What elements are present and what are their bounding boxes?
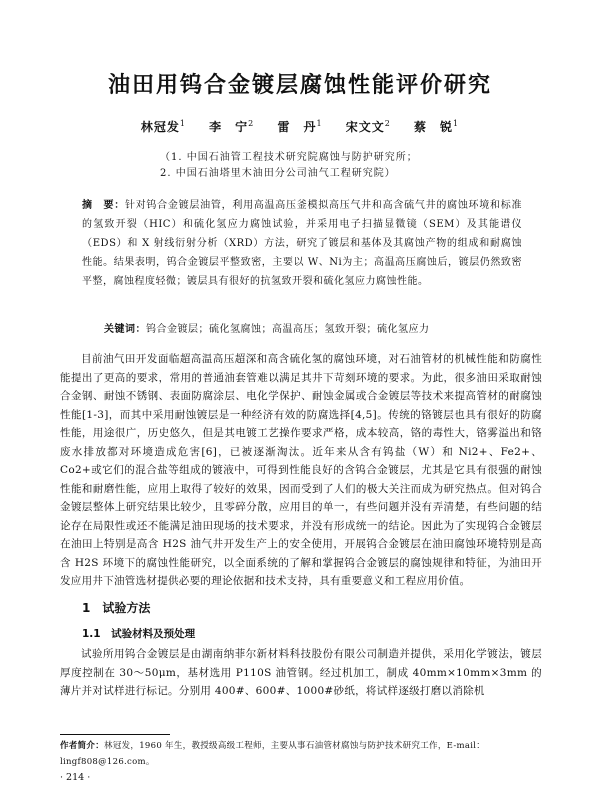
keywords	[104, 320, 524, 335]
keywords-text: 钨合金镀层；硫化氢腐蚀；高温高压；氢致开裂；硫化氢应力	[146, 324, 430, 335]
author: 雷 丹$^1$	[277, 119, 323, 134]
subsection-heading: 1.1 试验材料及预处理	[82, 628, 196, 640]
footnote-text: 林冠发，1960 年生，教授级高级工程师，主要从事石油管材腐蚀与防护技术研究工作，E-mail：lingf808@126.com。	[60, 741, 486, 767]
affiliation: 2. 中国石油塔里木油田分公司油气工程研究院）	[160, 168, 396, 179]
section-heading: 1 试验方法	[82, 601, 151, 615]
affiliation: （1. 中国石油管工程技术研究院腐蚀与防护研究所；	[160, 152, 418, 163]
author-list	[0, 118, 600, 135]
author: 蔡 锐$^1$	[414, 119, 460, 134]
footnote-label: 作者简介：	[60, 741, 105, 751]
abstract	[82, 196, 522, 291]
author: 李 宁$^2$	[209, 119, 255, 134]
keywords-label: 关键词：	[104, 324, 146, 335]
abstract-label: 摘 要：	[82, 200, 125, 211]
abstract-text: 针对钨合金镀层油管，利用高温高压釜模拟高压气井和高含硫气井的腐蚀环境和标准的氢致开裂（HIC）和硫化氢应力腐蚀试验，并采用电子扫描显微镜（SEM）及其能谱仪（EDS）和 X 射线衍射分析（XRD）方法，研究了镀层和基体及其腐蚀产物的组成和耐腐蚀性能。结果表明，钨合金镀层平整致密，主要以 W、Ni为主；高温高压腐蚀后，镀层仍然致密平整，腐蚀程度轻微；镀层具有很好的抗氢致开裂和硫化氢应力腐蚀性能。	[82, 200, 523, 287]
author: 林冠发$^1$	[140, 119, 186, 134]
section-paragraph: 试验所用钨合金镀层是由湖南纳菲尔新材料科技股份有限公司制造并提供，采用化学镀法，镀层厚度控制在 30～50μm，基材选用 P110S 油管钢。经过机加工，制成 40mm×10mm×3mm 的薄片并对试样进行标记。分别用 400#、600#、1000#砂纸，将试样逐级打磨以消除机	[60, 648, 542, 697]
author-footnote	[60, 738, 542, 770]
page-number: · 214 ·	[60, 772, 91, 783]
footnote-rule	[60, 734, 170, 735]
intro-paragraph: 目前油气田开发面临超高温高压超深和高含硫化氢的腐蚀环境，对石油管材的机械性能和防腐性能提出了更高的要求，常用的普通油套管难以满足其井下苛刻环境的要求。为此，很多油田采取耐蚀合金钢、耐蚀不锈钢、表面防腐涂层、电化学保护、耐蚀金属或合金镀层等技术来提高管材的耐腐蚀性能[1-3]，而其中采用耐蚀镀层是一种经济有效的防腐选择[4,5]。传统的铬镀层也具有很好的防腐性能，用途很广，历史悠久，但是其电镀工艺操作要求严格，成本较高，铬的毒性大，铬雾溢出和铬废水排放都对环境造成危害[6]，已被逐渐淘汰。近年来从含有钨盐（W）和 Ni2+、Fe2+、Co2+或它们的混合盐等组成的镀液中，可得到性能良好的含钨合金镀层，尤其是它具有很强的耐蚀性能和耐磨性能，应用上取得了较好的效果，因而受到了人们的极大关注而成为研究热点。但对钨合金镀层整体上研究结果比较少，且零碎分散，应用目的单一，有些问题并没有弄清楚，有些问题的结论存在局限性或还不能满足油田现场的技术要求，并没有形成统一的结论。因此为了实现钨合金镀层在油田上特别是高含 H2S 油气井开发生产上的安全使用，开展钨合金镀层在油田腐蚀环境特别是高含 H2S 环境下的腐蚀性能研究，以全面系统的了解和掌握钨合金镀层的腐蚀规律和特征，为油田开发应用井下油管选材提供必要的理论依据和技术支持，具有重要意义和工程应用价值。	[60, 353, 542, 587]
paper-title: 油田用钨合金镀层腐蚀性能评价研究	[107, 73, 492, 98]
author: 宋文文$^2$	[345, 119, 391, 134]
